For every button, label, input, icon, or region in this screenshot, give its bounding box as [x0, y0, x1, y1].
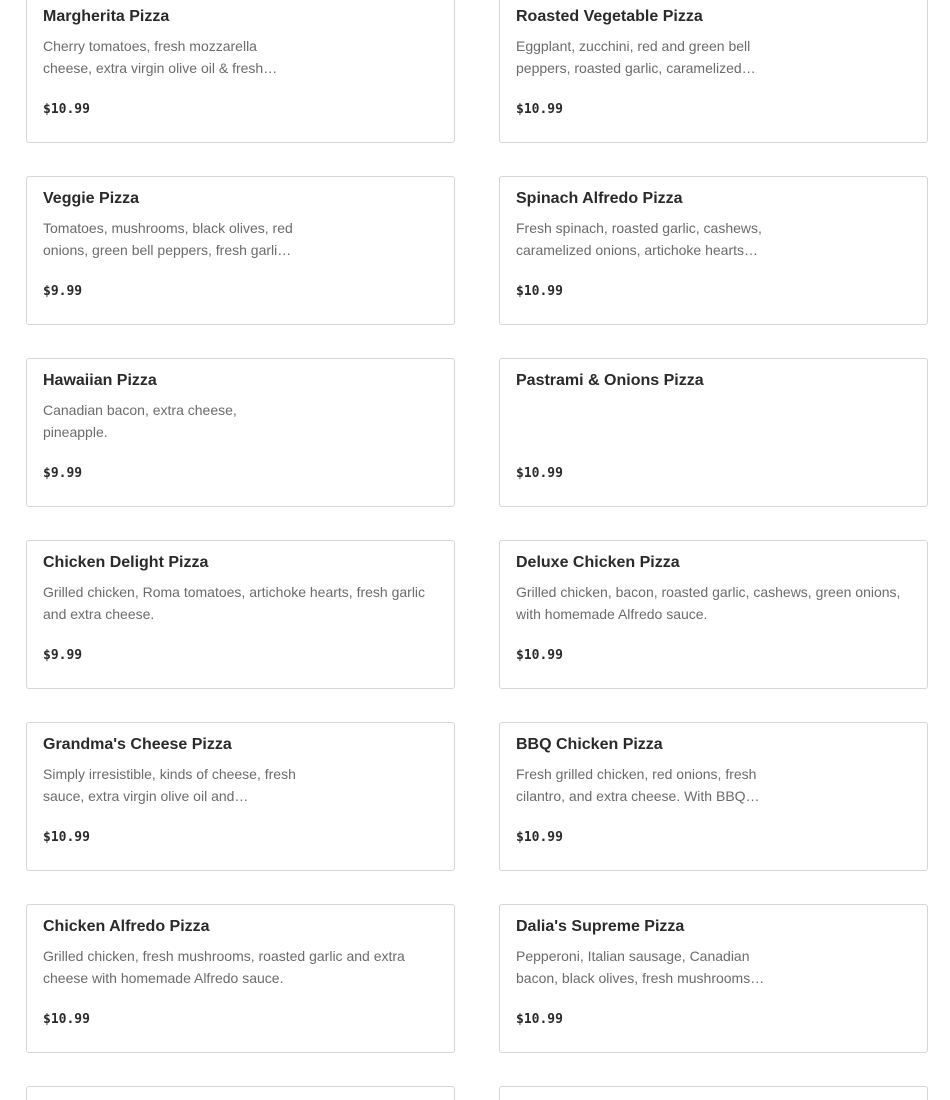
menu-item-card[interactable] — [499, 540, 928, 689]
item-name: Pastrami & Onions Pizza — [516, 372, 704, 389]
item-price: $10.99 — [43, 1012, 90, 1027]
item-description: Eggplant, zucchini, red and green bell peppers, roasted garlic, caramelized… — [516, 38, 756, 76]
menu-item-card[interactable] — [26, 722, 455, 871]
item-name: BBQ Chicken Pizza — [516, 736, 663, 753]
item-description: Grilled chicken, Roma tomatoes, artichoke hearts, fresh garlic and extra cheese. — [43, 584, 426, 622]
menu-item-card[interactable] — [499, 904, 928, 1053]
item-price: $10.99 — [43, 102, 90, 117]
item-description: Canadian bacon, extra cheese, pineapple. — [43, 402, 237, 440]
item-name: Grandma's Cheese Pizza — [43, 736, 232, 753]
item-price: $10.99 — [516, 102, 563, 117]
item-price: $9.99 — [43, 284, 83, 299]
menu-item-card[interactable] — [499, 722, 928, 871]
item-price: $10.99 — [43, 830, 90, 845]
menu-item-card[interactable] — [26, 904, 455, 1053]
item-price: $10.99 — [516, 284, 563, 299]
item-name: Dalia's Supreme Pizza — [516, 918, 685, 935]
item-description: Fresh grilled chicken, red onions, fresh cilantro, and extra cheese. With BBQ… — [516, 766, 760, 804]
item-name: Veggie Pizza — [43, 190, 140, 207]
item-price: $10.99 — [516, 1012, 563, 1027]
item-price: $9.99 — [43, 648, 83, 663]
item-description: Cherry tomatoes, fresh mozzarella cheese, extra virgin olive oil & fresh… — [43, 38, 278, 76]
menu-item-card[interactable] — [26, 358, 455, 507]
item-price: $10.99 — [516, 466, 563, 481]
item-description: Fresh spinach, roasted garlic, cashews, caramelized onions, artichoke hearts… — [516, 220, 762, 258]
item-price: $10.99 — [516, 830, 563, 845]
item-price: $10.99 — [516, 648, 563, 663]
menu-item-card[interactable] — [499, 176, 928, 325]
item-name: Chicken Delight Pizza — [43, 554, 209, 571]
item-name: Chicken Alfredo Pizza — [43, 918, 210, 935]
item-price: $9.99 — [43, 466, 83, 481]
menu-item-card[interactable] — [26, 540, 455, 689]
item-name: Deluxe Chicken Pizza — [516, 554, 680, 571]
menu-item-card[interactable] — [26, 0, 455, 143]
item-name: Spinach Alfredo Pizza — [516, 190, 683, 207]
item-description: Grilled chicken, fresh mushrooms, roasted garlic and extra cheese with homemade Alfredo sauce. — [43, 948, 405, 986]
item-description: Tomatoes, mushrooms, black olives, red onions, green bell peppers, fresh garli… — [43, 220, 293, 258]
item-name: Roasted Vegetable Pizza — [516, 8, 703, 25]
item-description: Simply irresistible, kinds of cheese, fresh sauce, extra virgin olive oil and… — [43, 766, 296, 804]
menu-item-card[interactable] — [26, 1086, 455, 1100]
item-name: Hawaiian Pizza — [43, 372, 157, 389]
menu-item-card[interactable] — [499, 1086, 928, 1100]
menu-item-card[interactable] — [499, 0, 928, 143]
item-name: Margherita Pizza — [43, 8, 170, 25]
menu-item-card[interactable] — [499, 358, 928, 507]
item-description: Pepperoni, Italian sausage, Canadian bacon, black olives, fresh mushrooms… — [516, 948, 765, 986]
menu-item-card[interactable] — [26, 176, 455, 325]
item-description: Grilled chicken, bacon, roasted garlic, cashews, green onions, with homemade Alfredo sauce. — [516, 584, 901, 622]
